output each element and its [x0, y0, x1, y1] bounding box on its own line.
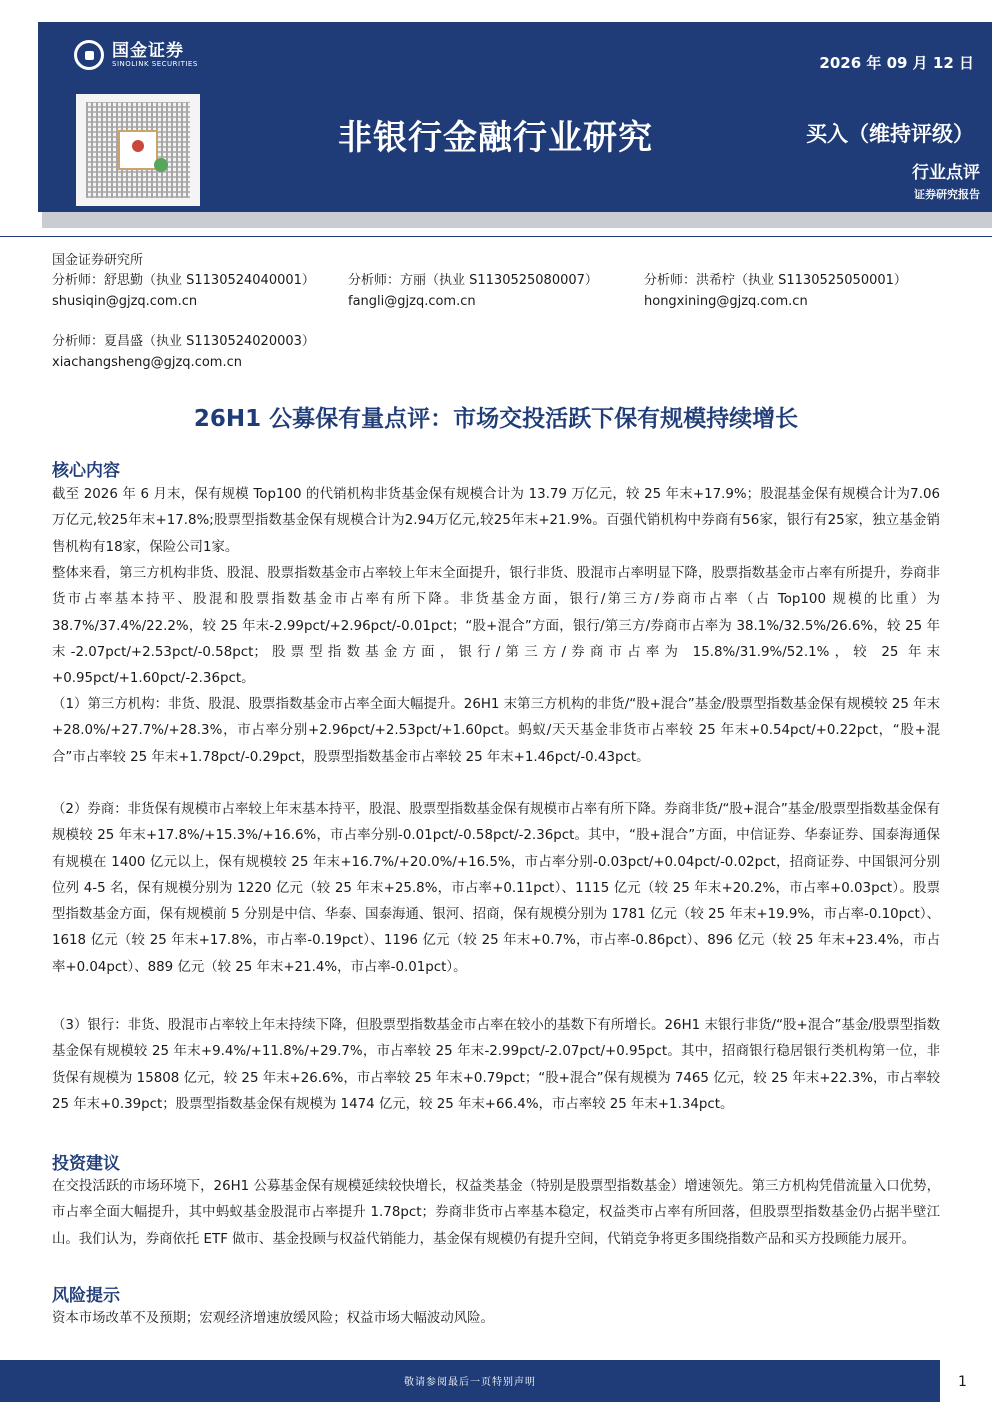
paragraph: 整体来看，第三方机构非货、股混、股票指数基金市占率较上年末全面提升，银行非货、股混市占率明显下降，股票指数基金市占率有所提升，券商非货市占率基本持平、股混和股票指数基金市占率有所下降。非货基金方面，银行/第三方/券商市占率（占 Top100 规模的比重）为 38.7%/37.4%/22.2%，较 25 年末-2.99pct/+2.96pct/-0.01pct；“股+混合”方面，银行/第三方/券商市占率为 38.1%/32.5%/26.6%，较 25 年末-2.07pct/+2.53pct/-0.58pct；股票型指数基金方面，银行/第三方/券商市占率为 15.8%/31.9%/52.1%，较 25 年末+0.95pct/+1.60pct/-2.36pct。	[52, 566, 940, 687]
analyst-name: 分析师：方丽（执业 S1130525080007）	[348, 273, 598, 288]
footer-bar	[0, 1360, 940, 1402]
header-divider	[0, 236, 992, 237]
report-date: 2026 年 09 月 12 日	[819, 54, 974, 72]
page-number: 1	[958, 1374, 967, 1390]
analyst-email[interactable]: xiachangsheng@gjzq.com.cn	[52, 355, 242, 370]
paragraph: （1）第三方机构：非货、股混、股票指数基金市占率全面大幅提升。26H1 末第三方机构的非货/“股+混合”基金/股票型指数基金保有规模较 25 年末+28.0%/+27.7%/+28.3%，市占率分别+2.96pct/+2.53pct/+1.60pct。蚂蚁/天天基金非货市占率较 25 年末+0.54pct/+0.22pct，“股+混合”市占率较 25 年末+1.78pct/-0.29pct，股票型指数基金市占率较 25 年末+1.46pct/-0.43pct。	[52, 697, 940, 765]
paragraph: 截至 2026 年 6 月末，保有规模 Top100 的代销机构非货基金保有规模合计为 13.79 万亿元，较 25 年末+17.9%；股混基金保有规模合计为7.06万亿元,较25年末+17.8%;股票型指数基金保有规模合计为2.94万亿元,较25年末+21.9%。百强代销机构中券商有56家，银行有25家，独立基金销售机构有18家，保险公司1家。	[52, 487, 940, 555]
qr-center-logo-icon	[118, 130, 158, 170]
analyst-block	[348, 270, 598, 312]
company-logo	[74, 40, 198, 70]
paragraph: 在交投活跃的市场环境下，26H1 公募基金保有规模延续较快增长，权益类基金（特别是股票型指数基金）增速领先。第三方机构凭借流量入口优势，市占率全面大幅提升，其中蚂蚁基金股混市占率提升 1.78pct；券商非货市占率基本稳定，权益类市占率有所回落，但股票型指数基金仍占据半壁江山。我们认为，券商依托 ETF 做市、基金投顾与权益代销能力，基金保有规模仍有提升空间，代销竞争将更多围绕指数产品和买方投顾能力展开。	[52, 1179, 940, 1247]
qr-code	[76, 94, 200, 206]
qr-badge-icon	[154, 158, 168, 172]
analyst-name: 分析师：夏昌盛（执业 S1130524020003）	[52, 334, 315, 349]
disclaimer-notice: 敬请参阅最后一页特别声明	[404, 1377, 536, 1388]
analyst-email[interactable]: hongxining@gjzq.com.cn	[644, 294, 808, 309]
section-heading-investment: 投资建议	[52, 1154, 120, 1174]
industry-title: 非银行金融行业研究	[338, 118, 653, 158]
rating: 买入（维持评级）	[806, 122, 974, 146]
section-heading-core: 核心内容	[52, 461, 120, 481]
analyst-name: 分析师：舒思勤（执业 S1130524040001）	[52, 273, 315, 288]
report-type: 行业点评	[912, 163, 980, 183]
logo-name-cn: 国金证券	[112, 40, 184, 61]
research-institute: 国金证券研究所	[52, 253, 144, 268]
header-banner	[38, 22, 992, 212]
report-category: 证券研究报告	[914, 188, 980, 201]
analyst-block	[52, 331, 315, 373]
report-title: 26H1 公募保有量点评：市场交投活跃下保有规模持续增长	[193, 406, 799, 432]
analyst-name: 分析师：洪希柠（执业 S1130525050001）	[644, 273, 907, 288]
paragraph: （2）券商：非货保有规模市占率较上年末基本持平，股混、股票型指数基金保有规模市占率有所下降。券商非货/“股+混合”基金/股票型指数基金保有规模较 25 年末+17.8%/+15.3%/+16.6%，市占率分别-0.01pct/-0.58pct/-2.36pct。其中，“股+混合”方面，中信证券、华泰证券、国泰海通保有规模在 1400 亿元以上，保有规模较 25 年末+16.7%/+20.0%/+16.5%，市占率分别-0.03pct/+0.04pct/-0.02pct，招商证券、中国银河分别位列 4-5 名，保有规模分别为 1220 亿元（较 25 年末+25.8%，市占率+0.11pct）、1115 亿元（较 25 年末+20.2%，市占率+0.03pct）。股票型指数基金方面，保有规模前 5 分别是中信、华泰、国泰海通、银河、招商，保有规模分别为 1781 亿元（较 25 年末+19.9%，市占率-0.10pct）、1618 亿元（较 25 年末+17.8%，市占率-0.19pct）、1196 亿元（较 25 年末+0.7%，市占率-0.86pct）、896 亿元（较 25 年末+23.4%，市占率+0.04pct）、889 亿元（较 25 年末+21.4%，市占率-0.01pct）。	[52, 802, 940, 975]
analyst-email[interactable]: shusiqin@gjzq.com.cn	[52, 294, 198, 309]
analyst-email[interactable]: fangli@gjzq.com.cn	[348, 294, 476, 309]
logo-name-en: SINOLINK SECURITIES	[112, 59, 198, 68]
paragraph: （3）银行：非货、股混市占率较上年末持续下降，但股票型指数基金市占率在较小的基数下有所增长。26H1 末银行非货/“股+混合”基金/股票型指数基金保有规模较 25 年末+9.4%/+11.8%/+29.7%，市占率较 25 年末-2.99pct/-2.07pct/+0.95pct。其中，招商银行稳居银行类机构第一位，非货保有规模为 15808 亿元，较 25 年末+26.6%，市占率较 25 年末+0.79pct；“股+混合”保有规模为 7465 亿元，较 25 年末+22.3%，市占率较 25 年末+0.39pct；股票型指数基金保有规模为 1474 亿元，较 25 年末+66.4%，市占率较 25 年末+1.34pct。	[52, 1018, 940, 1112]
section-heading-risk: 风险提示	[52, 1286, 120, 1306]
logo-icon	[74, 40, 104, 70]
paragraph: 资本市场改革不及预期；宏观经济增速放缓风险；权益市场大幅波动风险。	[52, 1311, 494, 1326]
analyst-block	[644, 270, 907, 312]
analyst-block	[52, 270, 315, 312]
